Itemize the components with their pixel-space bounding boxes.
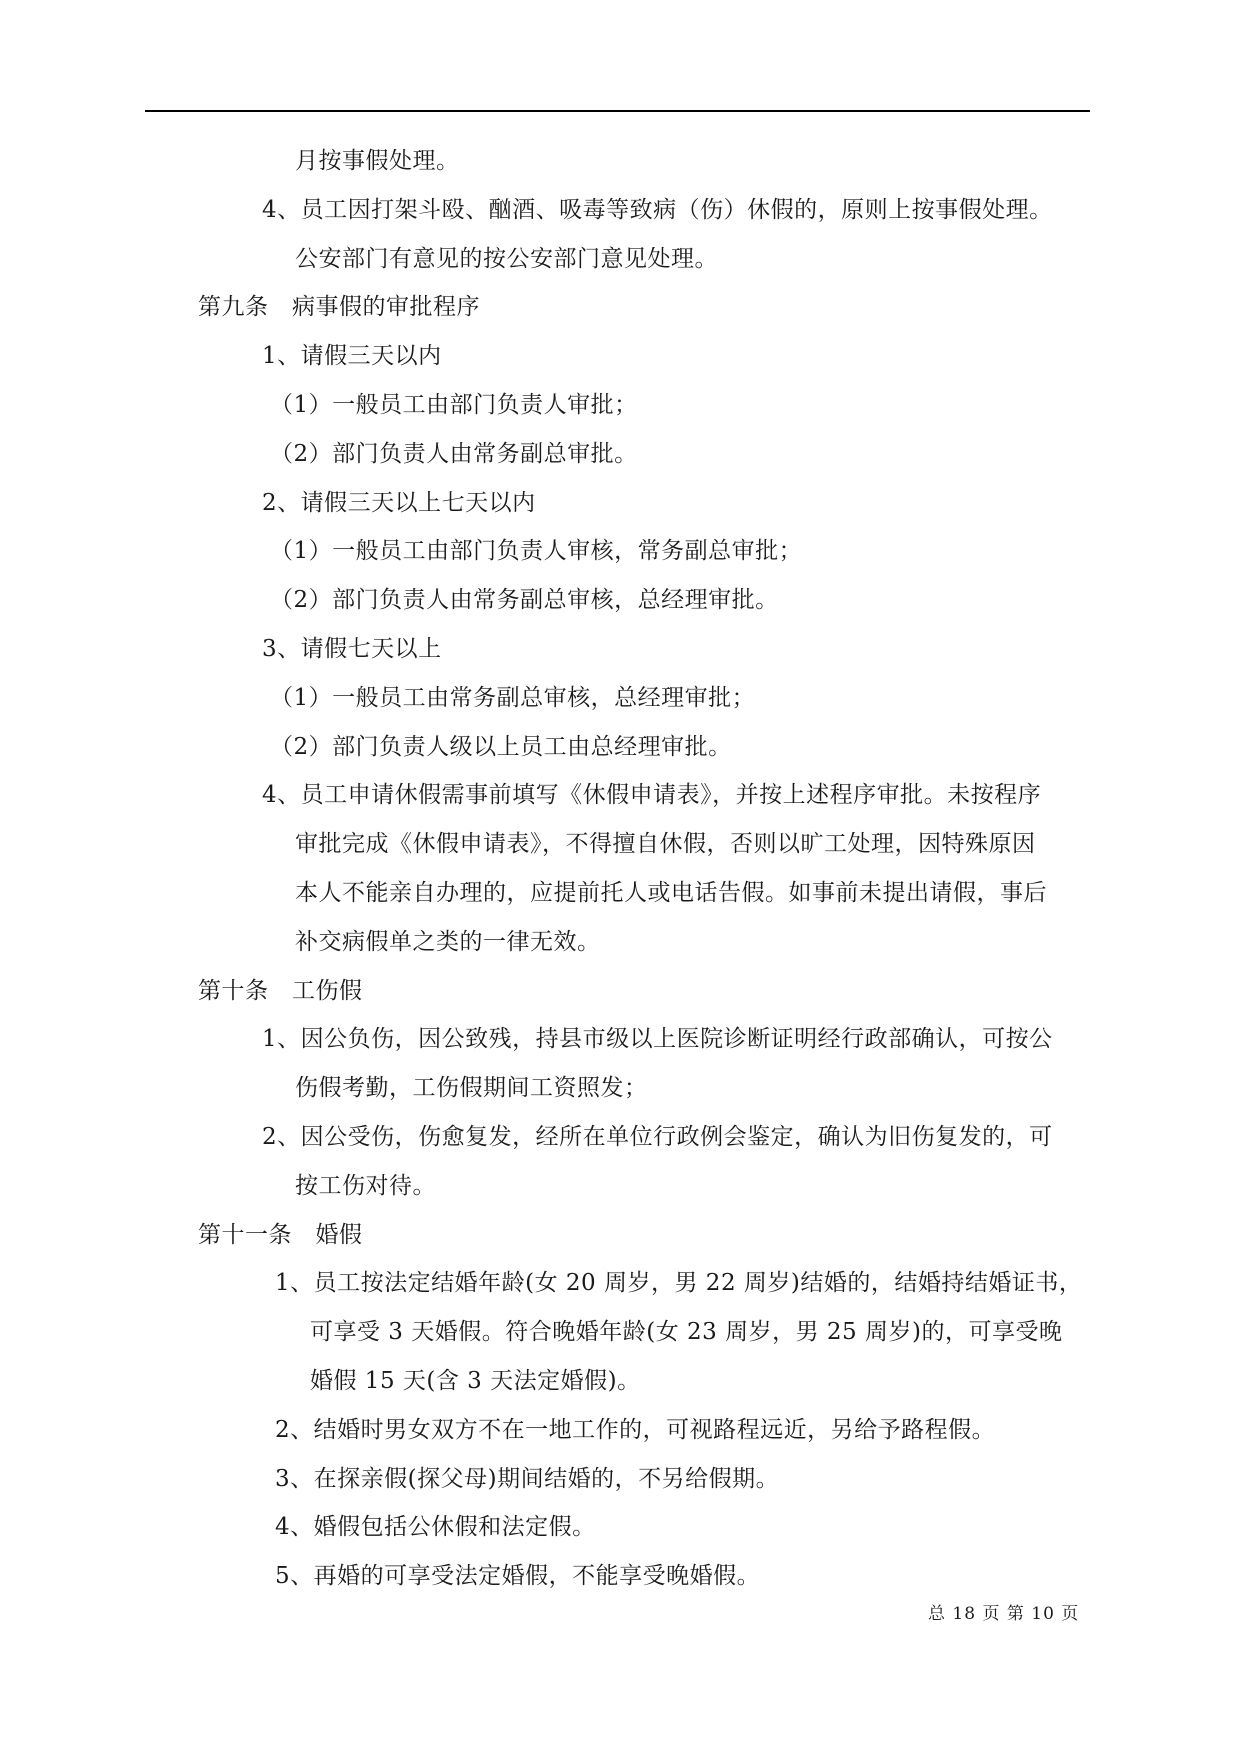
text-line: 公安部门有意见的按公安部门意见处理。 (295, 246, 718, 272)
text-line: 补交病假单之类的一律无效。 (295, 929, 601, 955)
text-line: （2）部门负责人由常务副总审核，总经理审批。 (270, 587, 779, 613)
text-line: 3、请假七天以上 (262, 636, 442, 662)
text-line: 婚假 15 天(含 3 天法定婚假)。 (310, 1368, 641, 1394)
text-line: （2）部门负责人级以上员工由总经理审批。 (270, 734, 732, 760)
text-line: 2、请假三天以上七天以内 (262, 490, 536, 516)
article-heading: 第十条 工伤假 (198, 978, 363, 1004)
text-line: 本人不能亲自办理的，应提前托人或电话告假。如事前未提出请假，事后 (295, 880, 1047, 906)
text-line: 1、请假三天以内 (262, 343, 442, 369)
article-heading: 第九条 病事假的审批程序 (198, 294, 480, 320)
text-line: 审批完成《休假申请表》，不得擅自休假，否则以旷工处理，因特殊原因 (295, 831, 1036, 857)
text-line: 月按事假处理。 (295, 148, 460, 174)
text-line: 可享受 3 天婚假。符合晚婚年龄(女 23 周岁，男 25 周岁)的，可享受晚 (310, 1319, 1063, 1345)
text-line: 按工伤对待。 (295, 1173, 436, 1199)
text-line: 伤假考勤，工伤假期间工资照发； (295, 1075, 648, 1101)
text-line: （1）一般员工由常务副总审核，总经理审批； (270, 685, 756, 711)
text-line: 1、因公负伤，因公致残，持县市级以上医院诊断证明经行政部确认，可按公 (262, 1026, 1053, 1052)
text-line: 1、员工按法定结婚年龄(女 20 周岁，男 22 周岁)结婚的，结婚持结婚证书， (275, 1270, 1083, 1296)
text-line: 3、在探亲假(探父母)期间结婚的，不另给假期。 (275, 1466, 780, 1492)
text-line: 4、员工因打架斗殴、酗酒、吸毒等致病（伤）休假的，原则上按事假处理。 (262, 197, 1053, 223)
page-footer: 总 18 页 第 10 页 (928, 1604, 1080, 1624)
article-heading: 第十一条 婚假 (198, 1222, 363, 1248)
text-line: 5、再婚的可享受法定婚假，不能享受晚婚假。 (275, 1563, 761, 1589)
text-line: （1）一般员工由部门负责人审批； (270, 392, 638, 418)
text-line: （2）部门负责人由常务副总审批。 (270, 441, 638, 467)
header-rule (145, 110, 1090, 112)
text-line: 2、因公受伤，伤愈复发，经所在单位行政例会鉴定，确认为旧伤复发的，可 (262, 1124, 1053, 1150)
text-line: 4、婚假包括公休假和法定假。 (275, 1514, 596, 1540)
text-line: 4、员工申请休假需事前填写《休假申请表》，并按上述程序审批。未按程序 (262, 782, 1042, 808)
text-line: （1）一般员工由部门负责人审核，常务副总审批； (270, 538, 803, 564)
text-line: 2、结婚时男女双方不在一地工作的，可视路程远近，另给予路程假。 (275, 1417, 996, 1443)
